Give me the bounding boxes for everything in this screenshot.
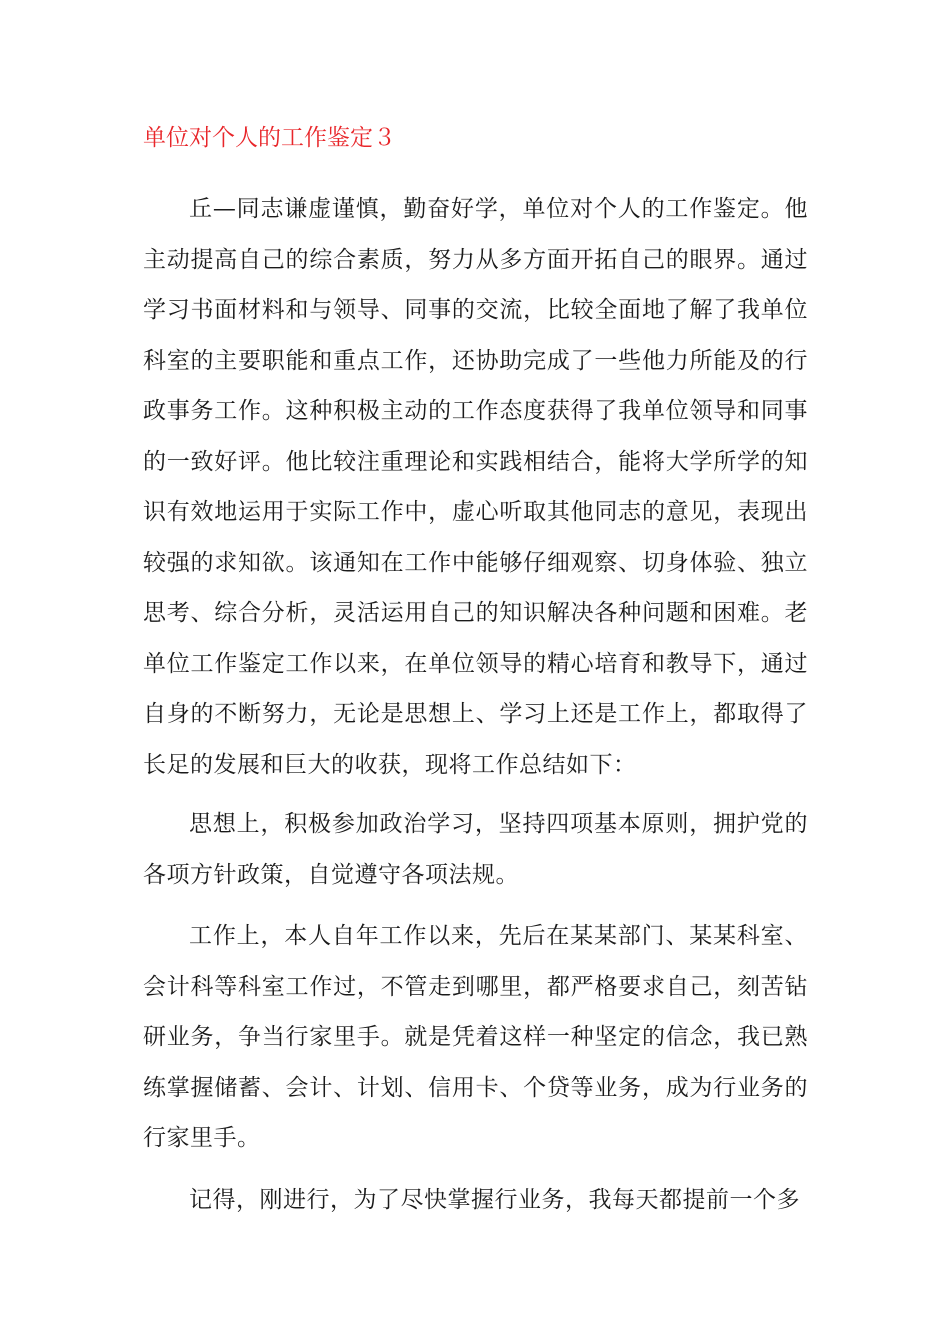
document-title: 单位对个人的工作鉴定３ <box>143 125 396 151</box>
paragraph-intro: 丘—同志谦虚谨慎，勤奋好学，单位对个人的工作鉴定。他主动提高自己的综合素质，努力从多方面开拓自己的眼界。通过学习书面材料和与领导、同事的交流，比较全面地了解了我单位科室的主要职能和重点工作，还协助完成了一些他力所能及的行政事务工作。这种积极主动的工作态度获得了我单位领导和同事的一致好评。他比较注重理论和实践相结合，能将大学所学的知识有效地运用于实际工作中，虚心听取其他同志的意见，表现出较强的求知欲。该通知在工作中能够仔细观察、切身体验、独立思考、综合分析，灵活运用自己的知识解决各种问题和困难。老单位工作鉴定工作以来，在单位领导的精心培育和教导下，通过自身的不断努力，无论是思想上、学习上还是工作上，都取得了长足的发展和巨大的收获，现将工作总结如下： <box>143 196 808 778</box>
paragraph-work: 工作上，本人自年工作以来，先后在某某部门、某某科室、会计科等科室工作过，不管走到哪里，都严格要求自己，刻苦钻研业务，争当行家里手。就是凭着这样一种坚定的信念，我已熟练掌握储蓄、会计、计划、信用卡、个贷等业务，成为行业务的行家里手。 <box>143 923 808 1151</box>
paragraph-ideology: 思想上，积极参加政治学习，坚持四项基本原则，拥护党的各项方针政策，自觉遵守各项法规。 <box>143 811 808 888</box>
paragraph-memory: 记得，刚进行，为了尽快掌握行业务，我每天都提前一个多 <box>189 1187 800 1213</box>
